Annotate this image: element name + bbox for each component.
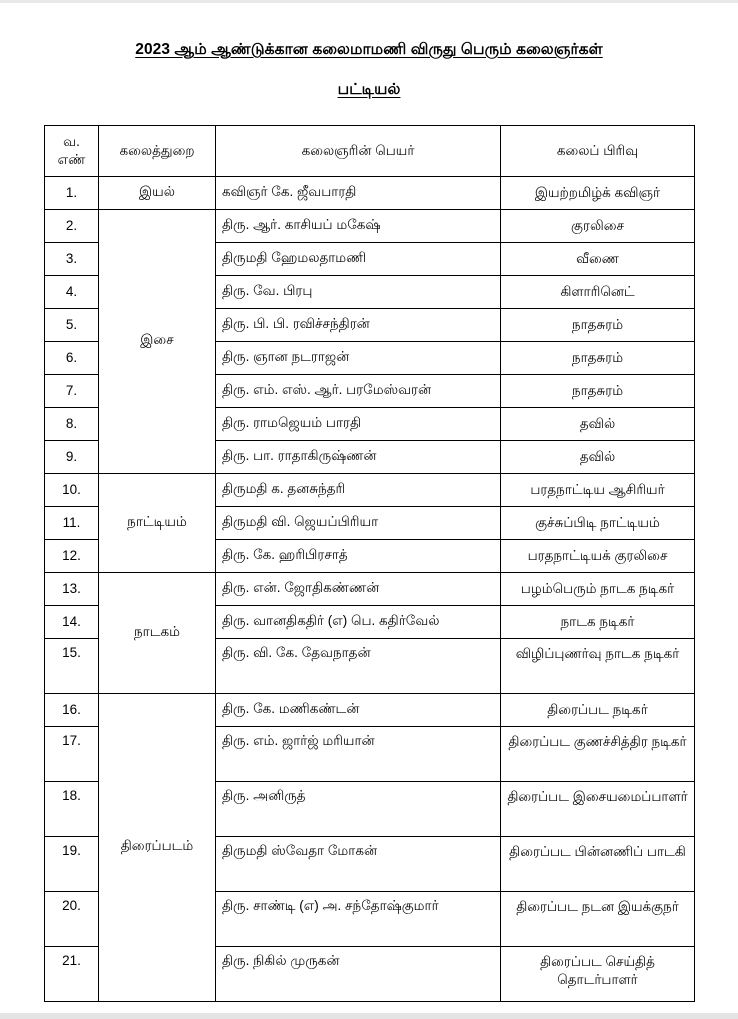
cell-artist-name: திரு. ஆர். காசியப் மகேஷ் bbox=[216, 209, 501, 242]
page-title-line-1: 2023 ஆம் ஆண்டுக்கான கலைமாமணி விருது பெரும் கலைஞர்கள் bbox=[135, 41, 603, 58]
cell-serial-number: 10. bbox=[45, 473, 99, 506]
cell-art-field: இயல் bbox=[99, 176, 216, 209]
cell-serial-number: 20. bbox=[45, 891, 99, 946]
cell-serial-number: 8. bbox=[45, 407, 99, 440]
cell-art-category: குரலிசை bbox=[501, 209, 695, 242]
cell-serial-number: 5. bbox=[45, 308, 99, 341]
cell-art-field: இசை bbox=[99, 209, 216, 473]
cell-artist-name: திருமதி ஸ்வேதா மோகன் bbox=[216, 836, 501, 891]
cell-artist-name: திரு. கே. மணிகண்டன் bbox=[216, 693, 501, 726]
column-header-artist-name: கலைஞரின் பெயர் bbox=[216, 125, 501, 176]
cell-art-category: திரைப்பட நடன இயக்குநர் bbox=[501, 891, 695, 946]
cell-artist-name: திருமதி வி. ஜெயப்பிரியா bbox=[216, 506, 501, 539]
cell-artist-name: திரு. என். ஜோதிகண்ணன் bbox=[216, 572, 501, 605]
table-row bbox=[45, 693, 695, 726]
document-title-block bbox=[0, 0, 738, 100]
cell-art-category: வீணை bbox=[501, 242, 695, 275]
table-body bbox=[45, 176, 695, 1001]
cell-artist-name: திரு. பா. ராதாகிருஷ்ணன் bbox=[216, 440, 501, 473]
cell-artist-name: திரு. கே. ஹரிபிரசாத் bbox=[216, 539, 501, 572]
cell-art-category: திரைப்பட இசையமைப்பாளர் bbox=[501, 781, 695, 836]
table-header-row bbox=[45, 125, 695, 176]
cell-art-category: நாதசுரம் bbox=[501, 374, 695, 407]
page-title-line-2: பட்டியல் bbox=[337, 81, 401, 99]
cell-artist-name: திரு. எம். எஸ். ஆர். பரமேஸ்வரன் bbox=[216, 374, 501, 407]
table-row bbox=[45, 473, 695, 506]
cell-art-category: விழிப்புணர்வு நாடக நடிகர் bbox=[501, 638, 695, 693]
cell-serial-number: 9. bbox=[45, 440, 99, 473]
cell-serial-number: 4. bbox=[45, 275, 99, 308]
cell-serial-number: 14. bbox=[45, 605, 99, 638]
cell-serial-number: 15. bbox=[45, 638, 99, 693]
cell-artist-name: திரு. வே. பிரபு bbox=[216, 275, 501, 308]
cell-artist-name: திரு. பி. பி. ரவிச்சந்திரன் bbox=[216, 308, 501, 341]
cell-art-category: தவில் bbox=[501, 407, 695, 440]
cell-serial-number: 7. bbox=[45, 374, 99, 407]
cell-artist-name: திரு. ஞான நடராஜன் bbox=[216, 341, 501, 374]
cell-art-category: குச்சுப்பிடி நாட்டியம் bbox=[501, 506, 695, 539]
cell-art-category: நாதசுரம் bbox=[501, 308, 695, 341]
cell-art-category: நாடக நடிகர் bbox=[501, 605, 695, 638]
cell-serial-number: 2. bbox=[45, 209, 99, 242]
cell-artist-name: திரு. நிகில் முருகன் bbox=[216, 946, 501, 1001]
table-header bbox=[45, 125, 695, 176]
cell-serial-number: 16. bbox=[45, 693, 99, 726]
cell-serial-number: 19. bbox=[45, 836, 99, 891]
cell-artist-name: திரு. எம். ஜார்ஜ் மரியான் bbox=[216, 726, 501, 781]
cell-art-category: திரைப்பட குணச்சித்திர நடிகர் bbox=[501, 726, 695, 781]
cell-serial-number: 12. bbox=[45, 539, 99, 572]
cell-art-category: திரைப்பட பின்னணிப் பாடகி bbox=[501, 836, 695, 891]
cell-serial-number: 13. bbox=[45, 572, 99, 605]
cell-art-category: இயற்றமிழ்க் கவிஞர் bbox=[501, 176, 695, 209]
award-list-table bbox=[44, 125, 695, 1002]
cell-art-category: தவில் bbox=[501, 440, 695, 473]
cell-serial-number: 6. bbox=[45, 341, 99, 374]
cell-serial-number: 11. bbox=[45, 506, 99, 539]
cell-art-category: நாதசுரம் bbox=[501, 341, 695, 374]
cell-art-category: திரைப்பட நடிகர் bbox=[501, 693, 695, 726]
table-row bbox=[45, 209, 695, 242]
page-bottom-edge bbox=[0, 1013, 738, 1019]
cell-artist-name: திரு. வி. கே. தேவநாதன் bbox=[216, 638, 501, 693]
cell-serial-number: 18. bbox=[45, 781, 99, 836]
cell-artist-name: திருமதி ஹேமலதாமணி bbox=[216, 242, 501, 275]
cell-serial-number: 3. bbox=[45, 242, 99, 275]
cell-serial-number: 17. bbox=[45, 726, 99, 781]
table-row bbox=[45, 572, 695, 605]
cell-art-category: கிளாரினெட் bbox=[501, 275, 695, 308]
cell-artist-name: திரு. சாண்டி (எ) அ. சந்தோஷ்குமார் bbox=[216, 891, 501, 946]
cell-artist-name: திரு. வானதிகதிர் (எ) பெ. கதிர்வேல் bbox=[216, 605, 501, 638]
cell-art-category: திரைப்பட செய்தித் தொடர்பாளர் bbox=[501, 946, 695, 1001]
award-table-container bbox=[44, 125, 694, 1002]
cell-serial-number: 21. bbox=[45, 946, 99, 1001]
cell-artist-name: திருமதி க. தனசுந்தரி bbox=[216, 473, 501, 506]
page-top-edge bbox=[0, 0, 738, 3]
cell-art-field: நாட்டியம் bbox=[99, 473, 216, 572]
cell-art-field: திரைப்படம் bbox=[99, 693, 216, 1001]
table-row bbox=[45, 176, 695, 209]
cell-artist-name: திரு. ராமஜெயம் பாரதி bbox=[216, 407, 501, 440]
cell-art-category: பரதநாட்டியக் குரலிசை bbox=[501, 539, 695, 572]
column-header-serial-number: வ. எண் bbox=[45, 125, 99, 176]
cell-art-category: பழம்பெரும் நாடக நடிகர் bbox=[501, 572, 695, 605]
column-header-art-category: கலைப் பிரிவு bbox=[501, 125, 695, 176]
cell-art-category: பரதநாட்டிய ஆசிரியர் bbox=[501, 473, 695, 506]
cell-serial-number: 1. bbox=[45, 176, 99, 209]
cell-artist-name: கவிஞர் கே. ஜீவபாரதி bbox=[216, 176, 501, 209]
column-header-art-field: கலைத்துறை bbox=[99, 125, 216, 176]
cell-art-field: நாடகம் bbox=[99, 572, 216, 693]
cell-artist-name: திரு. அனிருத் bbox=[216, 781, 501, 836]
